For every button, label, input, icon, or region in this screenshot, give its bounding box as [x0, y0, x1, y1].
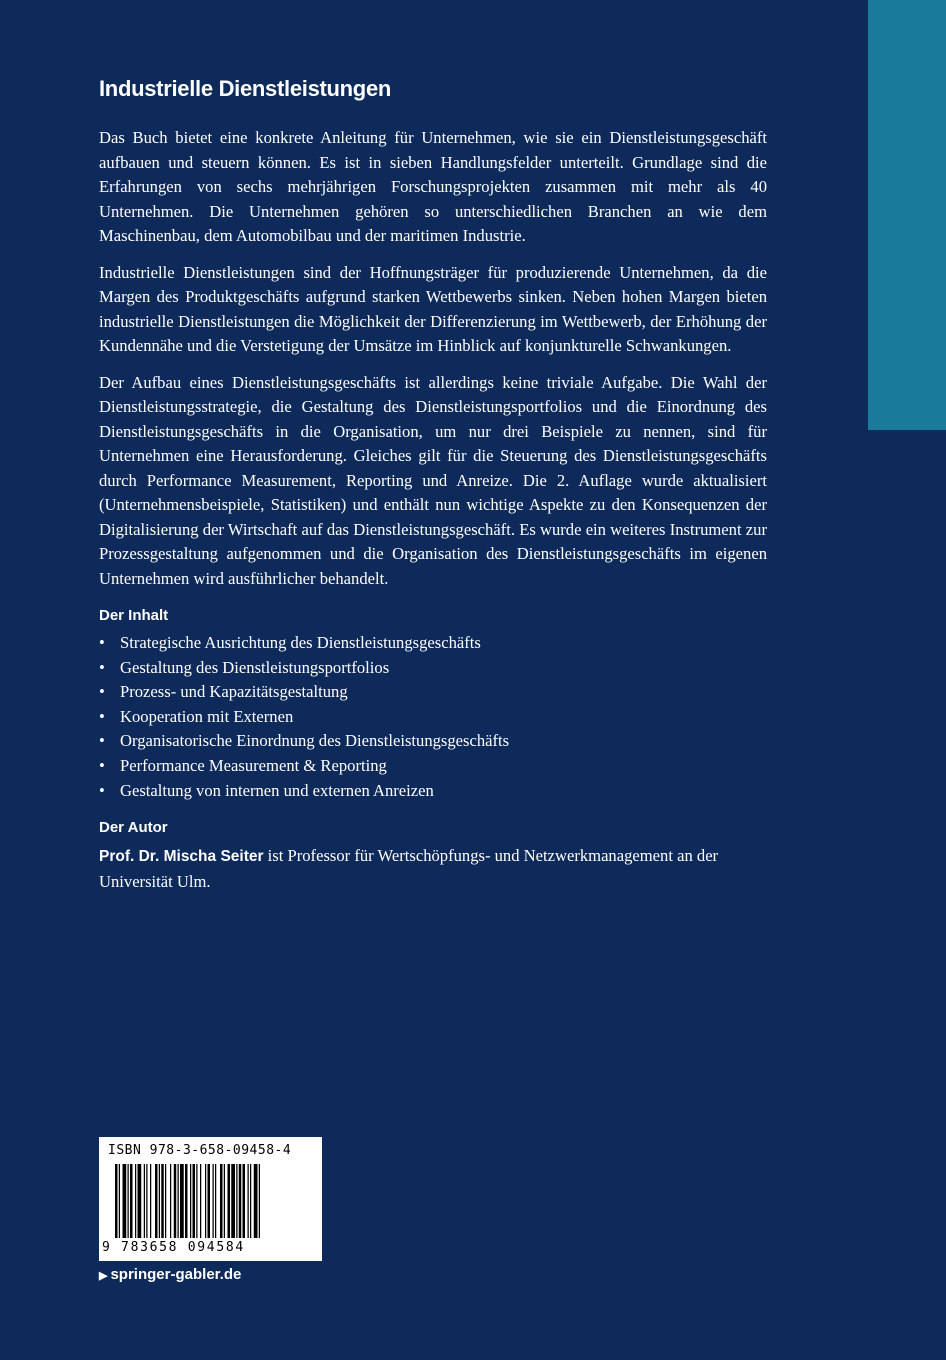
barcode-bar [185, 1164, 188, 1238]
barcode-bar [138, 1164, 142, 1238]
barcode-bar [159, 1164, 160, 1238]
barcode-bar [254, 1164, 258, 1238]
barcode-bar [196, 1164, 197, 1238]
contents-item: • Organisatorische Einordnung des Dienstleistungsgeschäfts [99, 729, 767, 754]
contents-item: • Kooperation mit Externen [99, 705, 767, 730]
barcode-bar [161, 1164, 164, 1238]
contents-item: • Prozess- und Kapazitätsgestaltung [99, 680, 767, 705]
accent-bar [868, 0, 946, 430]
barcode-bar [190, 1164, 191, 1238]
barcode-bar [128, 1164, 129, 1238]
barcode-bar [205, 1164, 206, 1238]
description-paragraph-1: Das Buch bietet eine konkrete Anleitung für Unternehmen, wie sie ein Dienstleistungsgeschäft aufbauen und steuern können. Es ist in sieben Handlungsfelder unterteilt. Grundlage sind die Erfahrungen von sechs mehrjährigen Forschungsprojekten zusammen mit mehr als 40 Unternehmen. Die Unternehmen gehören so unterschiedlichen Branchen an wie dem Maschinenbau, dem Automobilbau und der maritimen Industrie. [99, 128, 767, 245]
barcode-bar [224, 1164, 225, 1238]
barcode-bar [248, 1164, 249, 1238]
barcode-bar [228, 1164, 231, 1238]
description-paragraph-3: Der Aufbau eines Dienstleistungsgeschäfts ist allerdings keine triviale Aufgabe. Die Wahl der Dienstleistungsstrategie, die Gestaltung des Dienstleistungsportfolios und die Einordnung des Dienstleistungsgeschäfts in die Organisation, um nur drei Beispiele zu nennen, sind für Unternehmen eine Herausforderung. Gleiches gilt für die Steuerung des Dienstleistungsgeschäfts durch Performance Measurement, Reporting und Anreize. Die 2. Auflage wurde aktualisiert (Unternehmensbeispiele, Statistiken) und enthält nun wichtige Aspekte zu den Konsequenzen der Digitalisierung der Wirtschaft auf das Dienstleistungsgeschäft. Es wurde ein weiteres Instrument zur Prozessgestaltung aufgenommen und die Organisation des Dienstleistungsgeschäfts im eigenen Unternehmen wird ausführlicher behandelt. [99, 372, 767, 588]
barcode-bar [178, 1164, 179, 1238]
barcode-bar [200, 1164, 201, 1238]
isbn-label: ISBN 978-3-658-09458-4 [108, 1143, 292, 1158]
barcode-bar [250, 1164, 251, 1238]
play-arrow-icon: ▶ [99, 1270, 108, 1282]
barcode-bar [208, 1164, 211, 1238]
barcode-bar [155, 1164, 158, 1238]
barcode-bar [123, 1164, 127, 1238]
author-bio: ist Professor für Wertschöpfungs- und Netzwerkmanagement an der Universität Ulm. [99, 846, 719, 892]
barcode-bar [174, 1164, 177, 1238]
barcode-bar [180, 1164, 184, 1238]
barcode-digits: 9 783658 094584 [102, 1240, 245, 1255]
contents-heading: Der Inhalt [99, 607, 169, 624]
barcode-bar [170, 1164, 171, 1238]
barcode-bar [146, 1164, 147, 1238]
author-description [99, 843, 767, 894]
contents-item: • Gestaltung von internen und externen Anreizen [99, 779, 767, 804]
barcode-bar [135, 1164, 136, 1238]
contents-item: • Performance Measurement & Reporting [99, 754, 767, 779]
barcode-bar [119, 1164, 120, 1238]
barcode-bar [236, 1164, 237, 1238]
barcode-icon [115, 1164, 311, 1242]
barcode-bar [239, 1164, 242, 1238]
barcode-bar [144, 1164, 145, 1238]
barcode-bar [130, 1164, 133, 1238]
barcode-bar [193, 1164, 196, 1238]
barcode-bar [231, 1164, 235, 1238]
barcode-bar [259, 1164, 260, 1238]
contents-item: • Gestaltung des Dienstleistungsportfolios [99, 656, 767, 681]
publisher-website-label: springer-gabler.de [110, 1266, 242, 1283]
barcode-bar [220, 1164, 223, 1238]
publisher-website-link[interactable] [99, 1265, 241, 1286]
book-title: Industrielle Dienstleistungen [99, 76, 392, 101]
barcode-bar [115, 1164, 118, 1238]
isbn-barcode [99, 1137, 322, 1261]
author-heading: Der Autor [99, 819, 168, 837]
contents-item: • Strategische Ausrichtung des Dienstleistungsgeschäfts [99, 631, 767, 656]
barcode-bar [215, 1164, 216, 1238]
barcode-bar [213, 1164, 214, 1238]
barcode-bar [165, 1164, 166, 1238]
contents-list [99, 631, 767, 803]
barcode-bar [150, 1164, 151, 1238]
barcode-bar [243, 1164, 246, 1238]
back-cover-content [99, 74, 767, 894]
author-name: Prof. Dr. Mischa Seiter [99, 848, 264, 866]
description-paragraph-2: Industrielle Dienstleistungen sind der Hoffnungsträger für produzierende Unternehmen, da die Margen des Produktgeschäfts aufgrund starken Wettbewerbs sinken. Neben hohen Margen bieten industrielle Dienstleistungen die Möglichkeit der Differenzierung im Wettbewerb, der Erhöhung der Kundennähe und die Verstetigung der Umsätze im Hinblick auf konjunkturelle Schwankungen. [99, 262, 767, 355]
